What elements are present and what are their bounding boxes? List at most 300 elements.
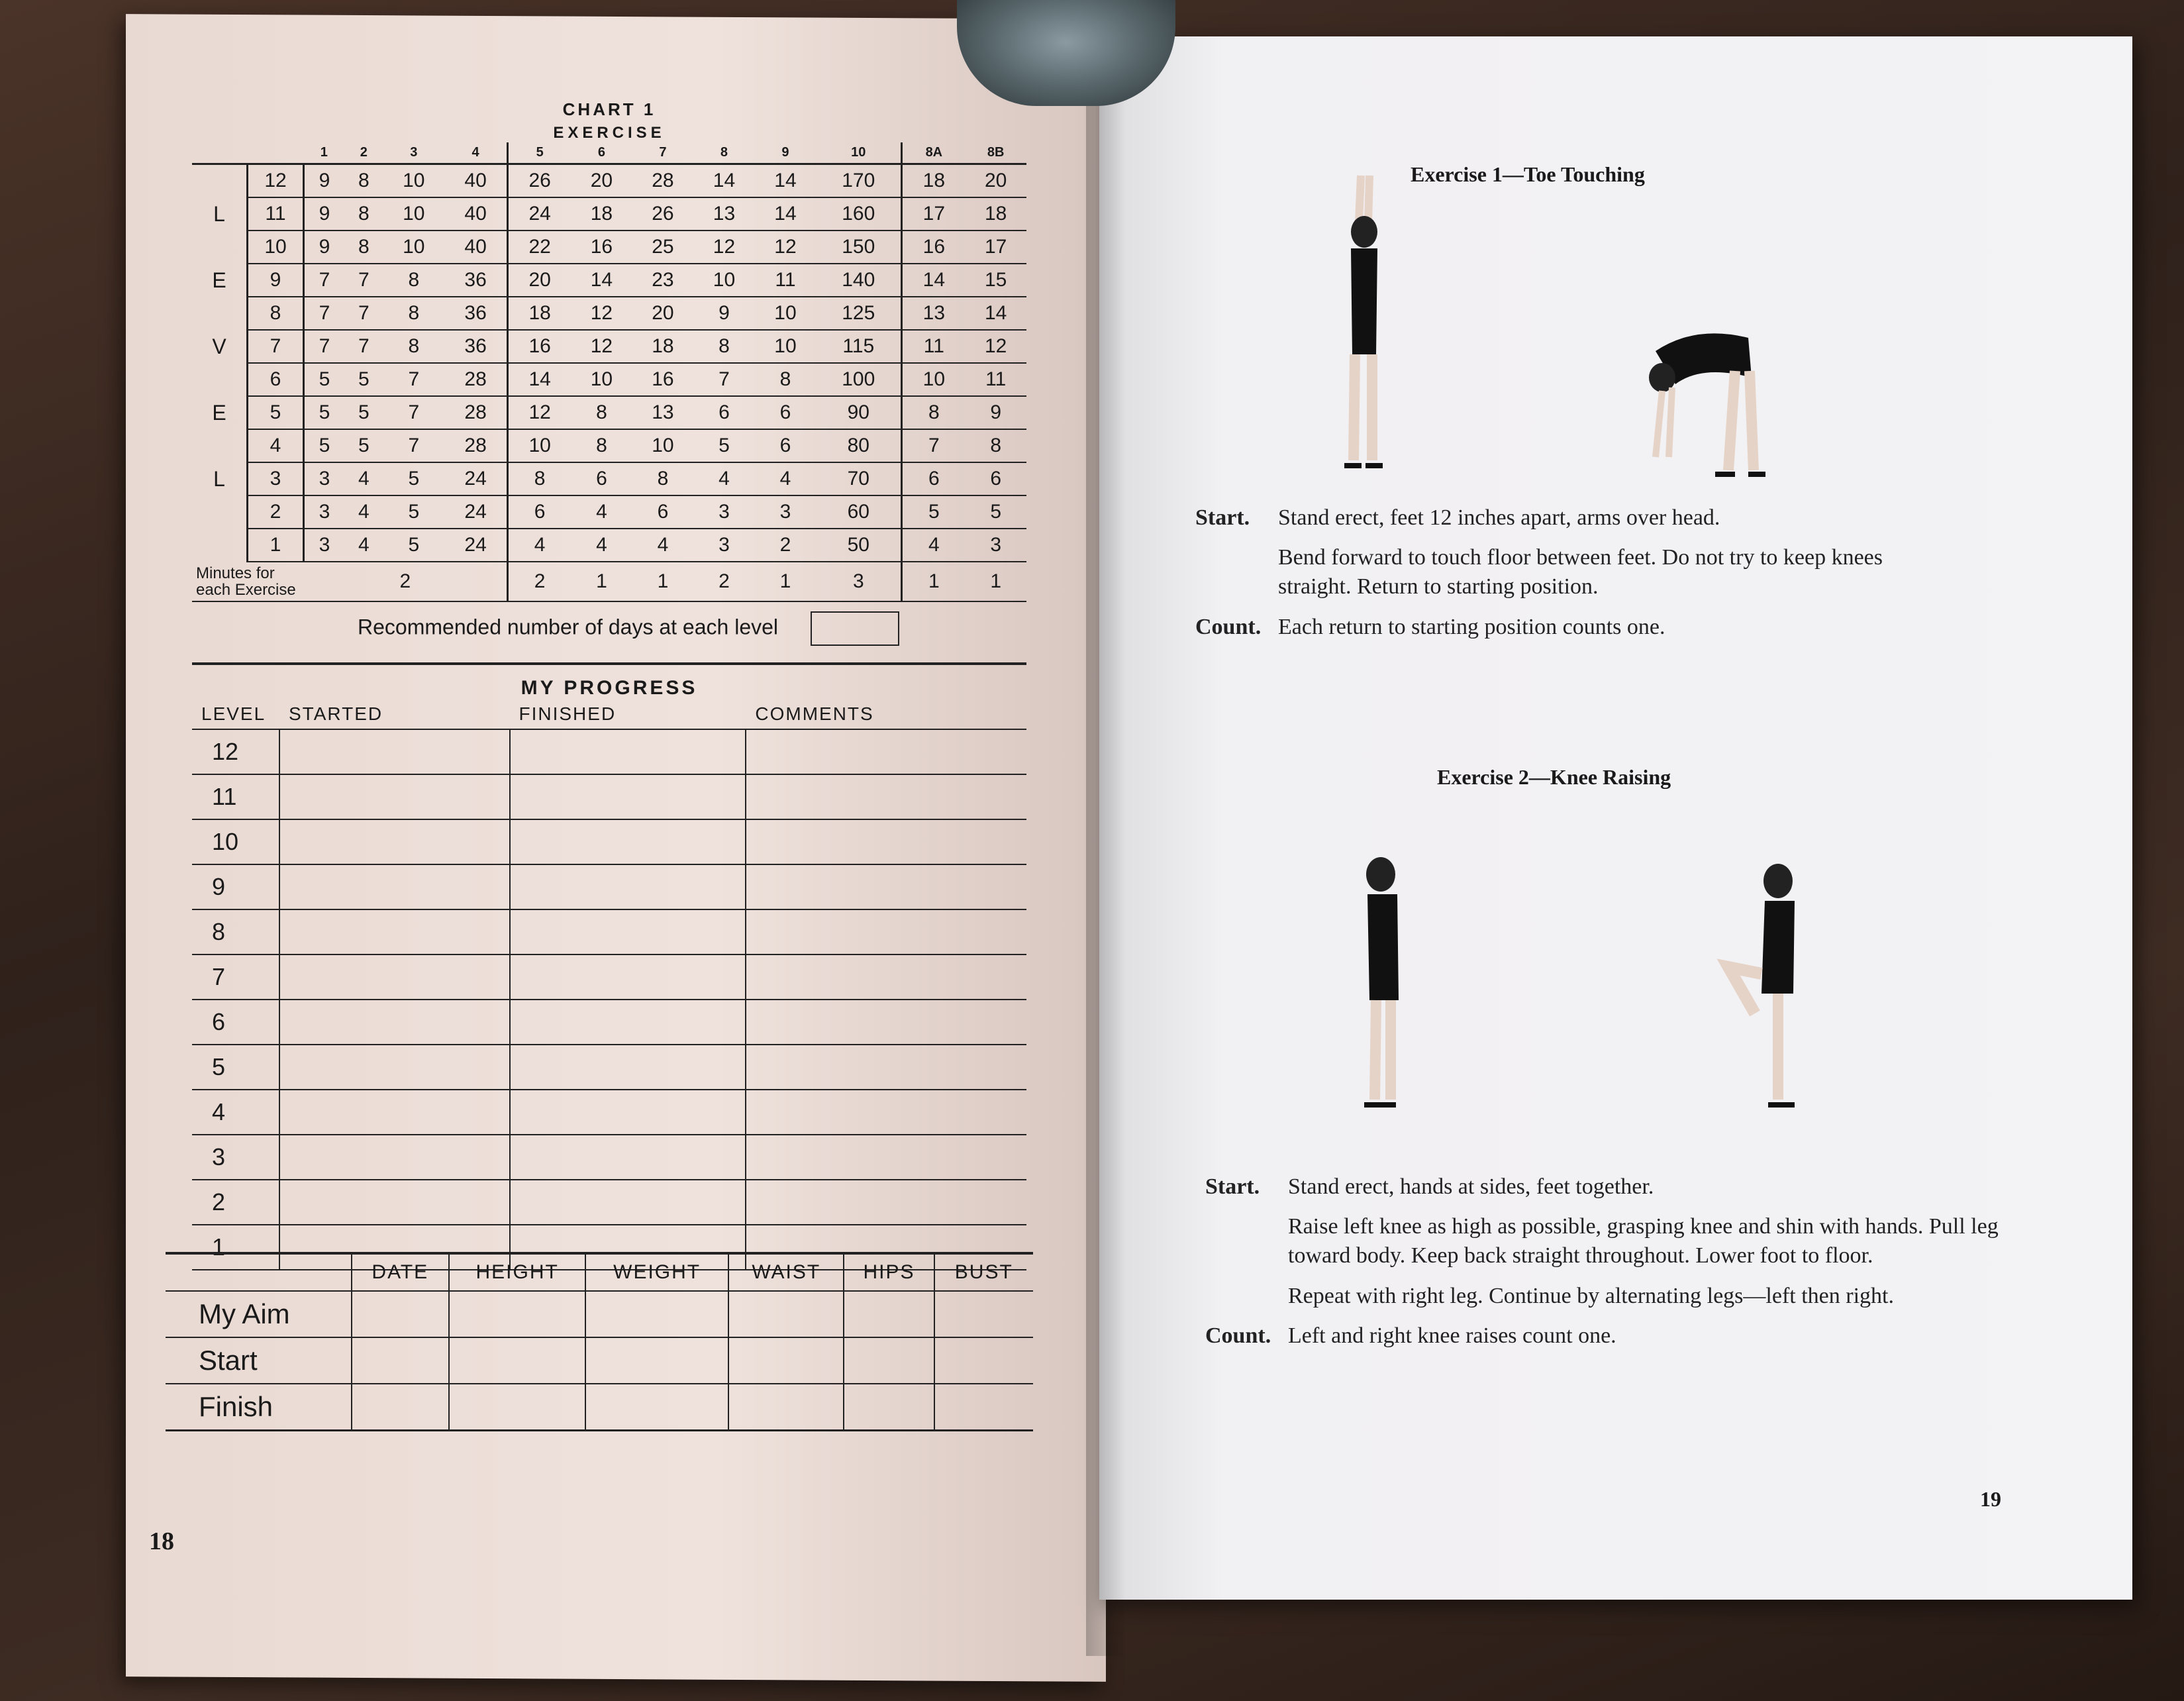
level-cell: 5	[248, 396, 304, 429]
progress-title: MY PROGRESS	[192, 662, 1026, 699]
chart-cell: 5	[965, 495, 1026, 529]
measure-cell[interactable]	[844, 1291, 934, 1337]
progress-level: 11	[192, 774, 279, 819]
ex2-start-text: Stand erect, hands at sides, feet together.	[1288, 1174, 1654, 1199]
side-letter	[192, 164, 248, 198]
chart-row	[192, 396, 1026, 429]
progress-started-cell[interactable]	[279, 1135, 510, 1180]
progress-finished-cell[interactable]	[510, 1090, 746, 1135]
level-cell: 12	[248, 164, 304, 198]
chart-cell: 16	[632, 363, 694, 396]
chart-cell: 18	[632, 330, 694, 363]
progress-level: 7	[192, 954, 279, 1000]
chart-cell: 24	[508, 197, 571, 231]
exercise-col-header: 9	[755, 142, 817, 164]
chart-cell: 10	[902, 363, 966, 396]
exercise-col-header: 6	[571, 142, 632, 164]
measure-cell[interactable]	[585, 1384, 728, 1431]
chart-cell: 11	[755, 264, 817, 297]
progress-header: LEVEL	[192, 699, 279, 729]
ex1-count-text: Each return to starting position counts one.	[1278, 614, 1665, 639]
chart-cell: 14	[755, 197, 817, 231]
measure-cell[interactable]	[934, 1337, 1033, 1384]
chart-row	[192, 297, 1026, 330]
level-cell: 11	[248, 197, 304, 231]
chart-row	[192, 197, 1026, 231]
measurements-body	[166, 1291, 1033, 1431]
chart-cell: 11	[965, 363, 1026, 396]
exercise-col-header: 8B	[965, 142, 1026, 164]
chart-cell: 36	[444, 330, 508, 363]
chart-cell: 28	[444, 396, 508, 429]
chart-cell: 9	[304, 197, 345, 231]
chart-cell: 18	[508, 297, 571, 330]
chart-cell: 8	[383, 330, 445, 363]
chart-cell: 18	[965, 197, 1026, 231]
progress-finished-cell[interactable]	[510, 819, 746, 864]
chart-cell: 6	[571, 462, 632, 495]
exercise-1-instructions	[1195, 503, 1950, 652]
ex1-start-label: Start.	[1195, 505, 1250, 530]
knee-raise-standing-figure	[1344, 854, 1417, 1113]
chart-cell: 7	[383, 363, 445, 396]
exercise-col-header: 1	[304, 142, 345, 164]
chart-cell: 7	[344, 330, 383, 363]
progress-level: 2	[192, 1180, 279, 1225]
exercise-col-header: 8A	[902, 142, 966, 164]
chart-cell: 5	[344, 429, 383, 462]
progress-finished-cell[interactable]	[510, 1045, 746, 1090]
progress-started-cell[interactable]	[279, 774, 510, 819]
chart-cell: 5	[344, 396, 383, 429]
chart-cell: 115	[816, 330, 902, 363]
ex2-count-text: Left and right knee raises count one.	[1288, 1323, 1616, 1348]
knee-raise-lifted-figure	[1715, 861, 1814, 1113]
progress-finished-cell[interactable]	[510, 729, 746, 774]
minutes-cell: 1	[755, 562, 817, 601]
progress-finished-cell[interactable]	[510, 1180, 746, 1225]
chart-cell: 25	[632, 231, 694, 264]
progress-row	[192, 1180, 1026, 1225]
chart-cell: 4	[344, 495, 383, 529]
chart-body	[192, 164, 1026, 602]
minutes-label: Minutes for each Exercise	[192, 562, 304, 601]
progress-header-row	[192, 699, 1026, 729]
progress-comments-cell[interactable]	[746, 729, 1026, 774]
measurements-header-row	[166, 1253, 1033, 1291]
chart-cell: 14	[755, 164, 817, 198]
exercise-col-header: 2	[344, 142, 383, 164]
chart-cell: 9	[965, 396, 1026, 429]
progress-started-cell[interactable]	[279, 1180, 510, 1225]
progress-started-cell[interactable]	[279, 909, 510, 954]
progress-level: 5	[192, 1045, 279, 1090]
chart-cell: 13	[693, 197, 755, 231]
progress-level: 3	[192, 1135, 279, 1180]
progress-comments-cell[interactable]	[746, 954, 1026, 1000]
progress-comments-cell[interactable]	[746, 1180, 1026, 1225]
measure-header: WAIST	[728, 1253, 844, 1291]
chart-cell: 8	[508, 462, 571, 495]
minutes-row	[192, 562, 1026, 601]
chart-cell: 4	[344, 462, 383, 495]
chart-row	[192, 330, 1026, 363]
exercise-col-header: 5	[508, 142, 571, 164]
chart-row	[192, 495, 1026, 529]
progress-row	[192, 1000, 1026, 1045]
chart-cell: 80	[816, 429, 902, 462]
ex1-count-label: Count.	[1195, 614, 1262, 639]
chart-cell: 7	[383, 429, 445, 462]
minutes-cell: 2	[508, 562, 571, 601]
measure-cell[interactable]	[844, 1384, 934, 1431]
chart-cell: 11	[902, 330, 966, 363]
chart-cell: 8	[344, 164, 383, 198]
ex2-count-label: Count.	[1205, 1323, 1271, 1348]
chart-row	[192, 462, 1026, 495]
minutes-cell: 1	[632, 562, 694, 601]
chart-cell: 6	[902, 462, 966, 495]
progress-finished-cell[interactable]	[510, 1000, 746, 1045]
progress-comments-cell[interactable]	[746, 774, 1026, 819]
chart-header-row	[192, 142, 1026, 164]
chart-cell: 5	[344, 363, 383, 396]
chart-cell: 28	[632, 164, 694, 198]
chart-cell: 26	[508, 164, 571, 198]
chart-cell: 18	[902, 164, 966, 198]
chart-cell: 9	[304, 231, 345, 264]
chart-cell: 6	[508, 495, 571, 529]
progress-row	[192, 774, 1026, 819]
progress-started-cell[interactable]	[279, 1090, 510, 1135]
level-col-header	[248, 142, 304, 164]
chart-cell: 8	[965, 429, 1026, 462]
chart-cell: 5	[383, 529, 445, 562]
chart-cell: 8	[344, 231, 383, 264]
measure-header: HIPS	[844, 1253, 934, 1291]
chart-cell: 6	[965, 462, 1026, 495]
progress-level: 4	[192, 1090, 279, 1135]
chart-cell: 12	[693, 231, 755, 264]
progress-comments-cell[interactable]	[746, 1135, 1026, 1180]
measure-cell[interactable]	[585, 1291, 728, 1337]
chart-cell: 3	[755, 495, 817, 529]
chart-cell: 10	[755, 297, 817, 330]
chart-cell: 12	[571, 330, 632, 363]
my-progress	[192, 662, 1026, 1270]
progress-header: STARTED	[279, 699, 510, 729]
ex1-start-text: Stand erect, feet 12 inches apart, arms over head.	[1278, 505, 1720, 530]
chart-cell: 18	[571, 197, 632, 231]
page-number-left: 18	[149, 1527, 174, 1555]
measure-cell[interactable]	[728, 1384, 844, 1431]
level-cell: 8	[248, 297, 304, 330]
progress-row	[192, 1135, 1026, 1180]
progress-header: COMMENTS	[746, 699, 1026, 729]
progress-comments-cell[interactable]	[746, 1045, 1026, 1090]
progress-comments-cell[interactable]	[746, 909, 1026, 954]
progress-level: 6	[192, 1000, 279, 1045]
measure-row-label: Finish	[166, 1384, 352, 1431]
chart-cell: 10	[508, 429, 571, 462]
chart-cell: 3	[693, 529, 755, 562]
chart-cell: 3	[693, 495, 755, 529]
minutes-cell: 2	[693, 562, 755, 601]
chart-cell: 5	[383, 495, 445, 529]
chart-cell: 8	[344, 197, 383, 231]
recommended-label: Recommended number of days at each level	[358, 615, 779, 639]
measure-cell[interactable]	[449, 1337, 585, 1384]
ex2-body1-text: Raise left knee as high as possible, grasping knee and shin with hands. Pull leg toward body. Keep back straight throughout. Lower foot to floor.	[1288, 1214, 1999, 1268]
page-clip	[957, 0, 1175, 106]
chart-cell: 5	[304, 396, 345, 429]
chart-cell: 14	[902, 264, 966, 297]
chart-cell: 14	[965, 297, 1026, 330]
toe-touch-bent-figure	[1636, 325, 1768, 484]
progress-level: 9	[192, 864, 279, 909]
chart-cell: 10	[383, 231, 445, 264]
progress-finished-cell[interactable]	[510, 909, 746, 954]
progress-body	[192, 729, 1026, 1270]
chart-cell: 5	[693, 429, 755, 462]
chart-cell: 16	[508, 330, 571, 363]
progress-finished-cell[interactable]	[510, 1135, 746, 1180]
progress-row	[192, 1090, 1026, 1135]
measure-cell[interactable]	[352, 1337, 450, 1384]
chart-cell: 10	[383, 197, 445, 231]
chart-cell: 24	[444, 462, 508, 495]
measure-cell[interactable]	[728, 1337, 844, 1384]
chart-cell: 22	[508, 231, 571, 264]
measure-cell[interactable]	[352, 1384, 450, 1431]
chart-cell: 4	[571, 529, 632, 562]
chart-cell: 5	[902, 495, 966, 529]
measure-header: HEIGHT	[449, 1253, 585, 1291]
chart-cell: 10	[755, 330, 817, 363]
chart-cell: 8	[755, 363, 817, 396]
chart-cell: 6	[693, 396, 755, 429]
progress-header: FINISHED	[510, 699, 746, 729]
level-cell: 2	[248, 495, 304, 529]
measure-row-label: Start	[166, 1337, 352, 1384]
chart-cell: 12	[755, 231, 817, 264]
measure-cell[interactable]	[449, 1384, 585, 1431]
progress-started-cell[interactable]	[279, 1045, 510, 1090]
exercise-col-header: 3	[383, 142, 445, 164]
progress-started-cell[interactable]	[279, 729, 510, 774]
progress-started-cell[interactable]	[279, 1000, 510, 1045]
chart-cell: 20	[571, 164, 632, 198]
measure-cell[interactable]	[728, 1291, 844, 1337]
chart-cell: 7	[693, 363, 755, 396]
side-letter	[192, 231, 248, 264]
chart-cell: 10	[383, 164, 445, 198]
chart-cell: 90	[816, 396, 902, 429]
chart-cell: 16	[571, 231, 632, 264]
chart-cell: 60	[816, 495, 902, 529]
chart-cell: 36	[444, 297, 508, 330]
progress-started-cell[interactable]	[279, 954, 510, 1000]
chart-cell: 28	[444, 429, 508, 462]
chart-cell: 24	[444, 529, 508, 562]
level-cell: 4	[248, 429, 304, 462]
chart-cell: 7	[344, 264, 383, 297]
ex1-body-text: Bend forward to touch floor between feet. Do not try to keep knees straight. Return to starting position.	[1278, 545, 1883, 599]
chart-cell: 8	[571, 429, 632, 462]
chart-row	[192, 231, 1026, 264]
side-letter	[192, 495, 248, 529]
progress-comments-cell[interactable]	[746, 819, 1026, 864]
progress-started-cell[interactable]	[279, 819, 510, 864]
measure-cell[interactable]	[449, 1291, 585, 1337]
chart-cell: 3	[304, 462, 345, 495]
chart-cell: 8	[902, 396, 966, 429]
side-letter: E	[212, 400, 226, 425]
exercise-2-title: Exercise 2—Knee Raising	[1437, 765, 1671, 789]
progress-finished-cell[interactable]	[510, 954, 746, 1000]
progress-row	[192, 729, 1026, 774]
chart-row	[192, 429, 1026, 462]
chart-cell: 12	[965, 330, 1026, 363]
measure-cell[interactable]	[844, 1337, 934, 1384]
chart-cell: 125	[816, 297, 902, 330]
measure-cell[interactable]	[934, 1384, 1033, 1431]
minutes-cell: 1	[965, 562, 1026, 601]
chart-cell: 8	[693, 330, 755, 363]
chart-cell: 14	[508, 363, 571, 396]
progress-level: 8	[192, 909, 279, 954]
chart-cell: 40	[444, 231, 508, 264]
chart-cell: 3	[304, 529, 345, 562]
chart-cell: 6	[755, 396, 817, 429]
measure-row	[166, 1384, 1033, 1431]
chart-cell: 15	[965, 264, 1026, 297]
measure-cell[interactable]	[352, 1291, 450, 1337]
chart-cell: 12	[508, 396, 571, 429]
chart-row	[192, 164, 1026, 198]
measure-row	[166, 1337, 1033, 1384]
chart-cell: 7	[304, 297, 345, 330]
exercise-col-header: 7	[632, 142, 694, 164]
chart-cell: 5	[304, 363, 345, 396]
progress-comments-cell[interactable]	[746, 864, 1026, 909]
chart-cell: 40	[444, 164, 508, 198]
chart-cell: 140	[816, 264, 902, 297]
ex2-body2-text: Repeat with right leg. Continue by alternating legs—left then right.	[1288, 1283, 1894, 1308]
chart-cell: 4	[344, 529, 383, 562]
progress-row	[192, 864, 1026, 909]
chart-cell: 4	[508, 529, 571, 562]
chart-1	[192, 99, 1026, 646]
chart-cell: 3	[965, 529, 1026, 562]
chart-cell: 7	[383, 396, 445, 429]
chart-cell: 6	[632, 495, 694, 529]
chart-cell: 13	[632, 396, 694, 429]
chart-row	[192, 264, 1026, 297]
chart-cell: 8	[571, 396, 632, 429]
recommended-days-input[interactable]	[811, 611, 899, 646]
chart-cell: 8	[632, 462, 694, 495]
chart-cell: 12	[571, 297, 632, 330]
exercise-col-header: 10	[816, 142, 902, 164]
minutes-cell: 3	[816, 562, 902, 601]
chart-cell: 13	[902, 297, 966, 330]
measure-row-label: My Aim	[166, 1291, 352, 1337]
chart-cell: 4	[902, 529, 966, 562]
progress-level: 1	[192, 1225, 279, 1270]
chart-cell: 150	[816, 231, 902, 264]
measurements	[166, 1252, 1033, 1431]
progress-finished-cell[interactable]	[510, 864, 746, 909]
chart-cell: 6	[755, 429, 817, 462]
chart-cell: 3	[304, 495, 345, 529]
progress-comments-cell[interactable]	[746, 1090, 1026, 1135]
progress-row	[192, 954, 1026, 1000]
level-cell: 3	[248, 462, 304, 495]
side-letter: V	[212, 334, 226, 358]
side-letter	[192, 363, 248, 396]
chart-cell: 7	[344, 297, 383, 330]
chart-cell: 20	[632, 297, 694, 330]
chart-cell: 170	[816, 164, 902, 198]
progress-started-cell[interactable]	[279, 864, 510, 909]
minutes-cell: 1	[902, 562, 966, 601]
chart-cell: 23	[632, 264, 694, 297]
measure-row	[166, 1291, 1033, 1337]
measure-header: BUST	[934, 1253, 1033, 1291]
progress-comments-cell[interactable]	[746, 1000, 1026, 1045]
level-cell: 1	[248, 529, 304, 562]
minutes-first: 2	[304, 562, 508, 601]
chart-row	[192, 363, 1026, 396]
side-letter-spacer	[192, 142, 248, 164]
chart-cell: 100	[816, 363, 902, 396]
exercise-col-header: 4	[444, 142, 508, 164]
progress-finished-cell[interactable]	[510, 774, 746, 819]
measure-cell[interactable]	[585, 1337, 728, 1384]
chart-cell: 8	[383, 297, 445, 330]
chart-cell: 2	[755, 529, 817, 562]
progress-row	[192, 909, 1026, 954]
book-gutter	[1086, 40, 1126, 1656]
measure-cell[interactable]	[934, 1291, 1033, 1337]
chart-cell: 20	[508, 264, 571, 297]
chart-cell: 7	[902, 429, 966, 462]
measurements-table	[166, 1252, 1033, 1431]
chart-cell: 5	[383, 462, 445, 495]
chart-cell: 26	[632, 197, 694, 231]
side-letter: L	[213, 201, 225, 226]
measure-row-header-spacer	[166, 1253, 352, 1291]
chart-cell: 9	[693, 297, 755, 330]
measure-header: DATE	[352, 1253, 450, 1291]
progress-table	[192, 699, 1026, 1270]
side-letter	[192, 429, 248, 462]
chart-cell: 24	[444, 495, 508, 529]
chart-cell: 10	[693, 264, 755, 297]
chart-cell: 10	[571, 363, 632, 396]
chart-cell: 7	[304, 330, 345, 363]
level-cell: 6	[248, 363, 304, 396]
minutes-cell: 1	[571, 562, 632, 601]
chart-cell: 16	[902, 231, 966, 264]
toe-touch-standing-figure	[1324, 169, 1404, 474]
measure-header: WEIGHT	[585, 1253, 728, 1291]
exercise-1-title: Exercise 1—Toe Touching	[1411, 162, 1645, 186]
chart-cell: 160	[816, 197, 902, 231]
chart-table	[192, 142, 1026, 602]
chart-row	[192, 529, 1026, 562]
